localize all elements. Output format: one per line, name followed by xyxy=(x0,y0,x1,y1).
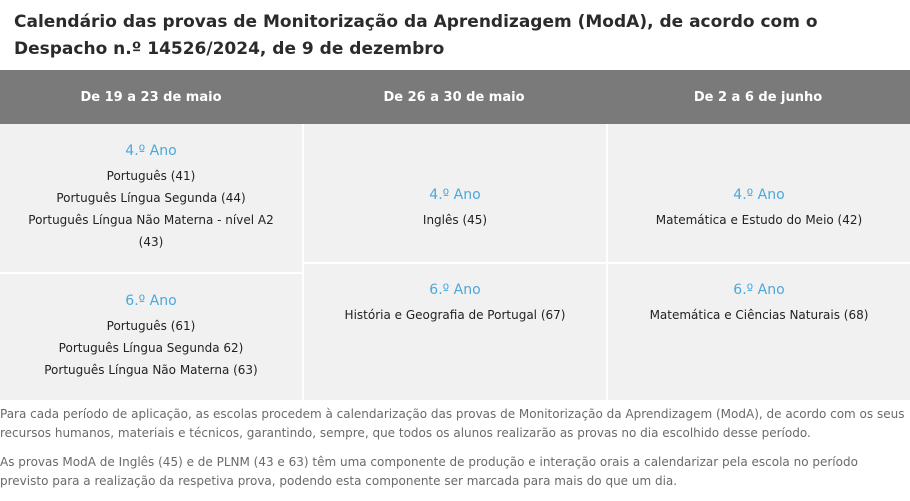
note-paragraph: Para cada período de aplicação, as escolas procedem à calendarização das provas de Monitorização da Aprendizagem (ModA), de acordo com os seus recursos humanos, materiais e técnicos, garantindo, sempre, que todos os alunos realizarão as provas no dia escolhido desse período. xyxy=(0,407,905,440)
table-body xyxy=(0,124,910,400)
grade-label: 6.º Ano xyxy=(429,282,481,298)
subject-item: Matemática e Estudo do Meio (42) xyxy=(655,213,863,227)
grade-label: 4.º Ano xyxy=(429,187,481,203)
column-header-3: De 2 a 6 de junho xyxy=(693,89,823,105)
grade-label: 4.º Ano xyxy=(733,187,785,203)
table-header xyxy=(0,70,910,124)
grade-label: 6.º Ano xyxy=(125,293,177,309)
subject-item: Português Língua Não Materna - nível A2 xyxy=(28,213,274,227)
subject-item: Português Língua Não Materna (63) xyxy=(44,363,258,377)
page-title: Calendário das provas de Monitorização da Aprendizagem (ModA), de acordo com o Despacho n.º 14526/2024, de 9 de dezembro xyxy=(14,12,818,59)
subject-item: Matemática e Ciências Naturais (68) xyxy=(649,308,869,322)
subject-item: (43) xyxy=(138,235,164,249)
cell-col3-4ano xyxy=(608,124,910,262)
subject-item: Português Língua Segunda (44) xyxy=(56,191,246,205)
cell-col1-4ano xyxy=(0,124,302,272)
cell-col2-4ano xyxy=(304,124,606,262)
subject-item: Português Língua Segunda 62) xyxy=(58,341,244,355)
column-header-2: De 26 a 30 de maio xyxy=(383,89,525,105)
row-divider xyxy=(304,262,910,264)
grade-label: 4.º Ano xyxy=(125,143,177,159)
column-header-1: De 19 a 23 de maio xyxy=(80,89,222,105)
subject-item: Português (41) xyxy=(106,169,196,183)
cell-col1-6ano xyxy=(0,274,302,400)
subject-item: Inglês (45) xyxy=(422,213,488,227)
row-divider xyxy=(0,272,302,274)
cell-col3-6ano xyxy=(608,264,910,400)
schedule-table xyxy=(0,70,910,400)
grade-label: 6.º Ano xyxy=(733,282,785,298)
notes xyxy=(0,405,910,501)
subject-item: História e Geografia de Portugal (67) xyxy=(344,308,566,322)
subject-item: Português (61) xyxy=(106,319,196,333)
note-paragraph: As provas ModA de Inglês (45) e de PLNM (43 e 63) têm uma componente de produção e interação orais a calendarizar pela escola no período previsto para a realização da respetiva prova, podendo esta componente ser marcada para mais do que um dia. xyxy=(0,455,858,488)
cell-col2-6ano xyxy=(304,264,606,400)
